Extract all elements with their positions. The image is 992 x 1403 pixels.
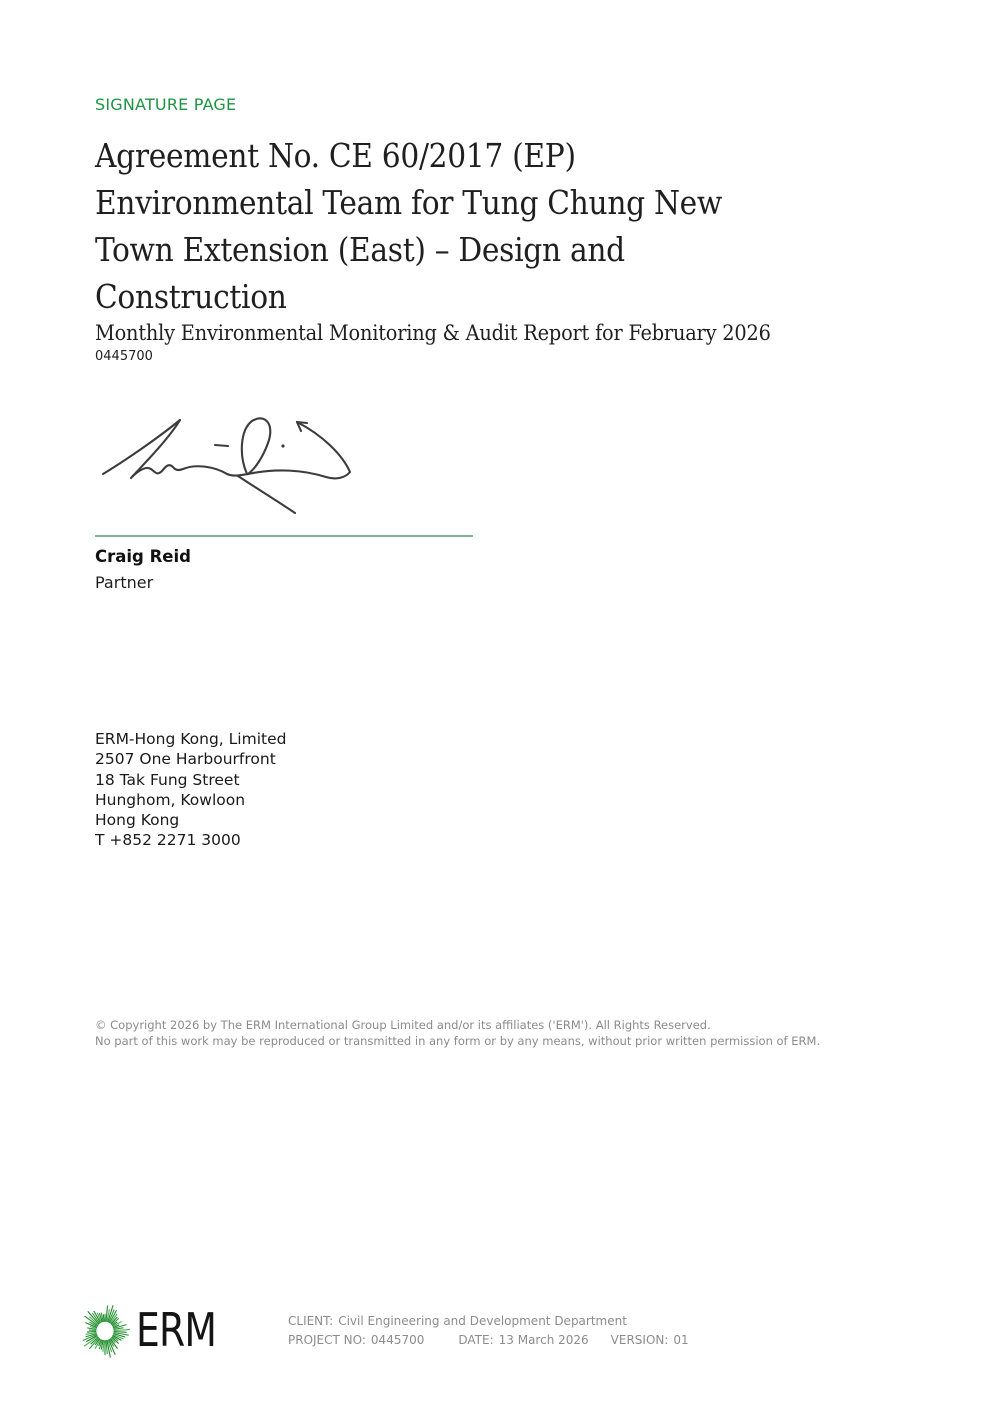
address-line: Hunghom, Kowloon bbox=[95, 790, 246, 809]
version-label: VERSION: bbox=[610, 1333, 669, 1347]
page-label: SIGNATURE PAGE bbox=[95, 95, 237, 114]
erm-sunburst-logo-icon bbox=[78, 1300, 134, 1362]
footer-meta bbox=[288, 1312, 689, 1350]
client-value: Civil Engineering and Development Department bbox=[338, 1314, 627, 1328]
company-address bbox=[95, 729, 286, 851]
client-label: CLIENT: bbox=[288, 1314, 334, 1328]
document-subtitle: Monthly Environmental Monitoring & Audit Report for February 2026 bbox=[95, 321, 771, 346]
footer-project-line bbox=[288, 1331, 689, 1350]
page-footer bbox=[78, 1300, 689, 1362]
address-line: 2507 One Harbourfront bbox=[95, 750, 276, 769]
version-group bbox=[611, 1333, 689, 1347]
erm-logo-wordmark: ERM bbox=[136, 1303, 217, 1357]
date-label: DATE: bbox=[458, 1333, 494, 1347]
document-title bbox=[95, 132, 722, 320]
version-value: 01 bbox=[673, 1333, 689, 1347]
title-line-4: Construction bbox=[95, 277, 287, 316]
project-group bbox=[288, 1333, 424, 1347]
project-value: 0445700 bbox=[370, 1333, 425, 1347]
project-label: PROJECT NO: bbox=[288, 1333, 366, 1347]
address-line: Hong Kong bbox=[95, 811, 180, 830]
signature-rule bbox=[95, 535, 473, 537]
date-value: 13 March 2026 bbox=[498, 1333, 589, 1347]
signatory-role: Partner bbox=[95, 573, 154, 592]
handwritten-signature-image bbox=[98, 408, 358, 518]
date-group bbox=[458, 1333, 588, 1347]
address-line: T +852 2271 3000 bbox=[95, 831, 241, 850]
title-line-2: Environmental Team for Tung Chung New bbox=[95, 183, 723, 222]
signatory-name: Craig Reid bbox=[95, 547, 191, 566]
footer-client-line bbox=[288, 1312, 689, 1331]
address-line: 18 Tak Fung Street bbox=[95, 770, 240, 789]
copyright-line-2: No part of this work may be reproduced or transmitted in any form or by any means, without prior written permission of ERM. bbox=[95, 1033, 821, 1048]
project-number: 0445700 bbox=[95, 349, 153, 364]
address-line: ERM-Hong Kong, Limited bbox=[95, 730, 287, 748]
copyright-notice bbox=[95, 1018, 820, 1049]
title-line-3: Town Extension (East) – Design and bbox=[95, 230, 625, 269]
title-line-1: Agreement No. CE 60/2017 (EP) bbox=[95, 136, 576, 175]
copyright-line-1: © Copyright 2026 by The ERM International Group Limited and/or its affiliates ('ERM'). All Rights Reserved. bbox=[95, 1018, 711, 1032]
